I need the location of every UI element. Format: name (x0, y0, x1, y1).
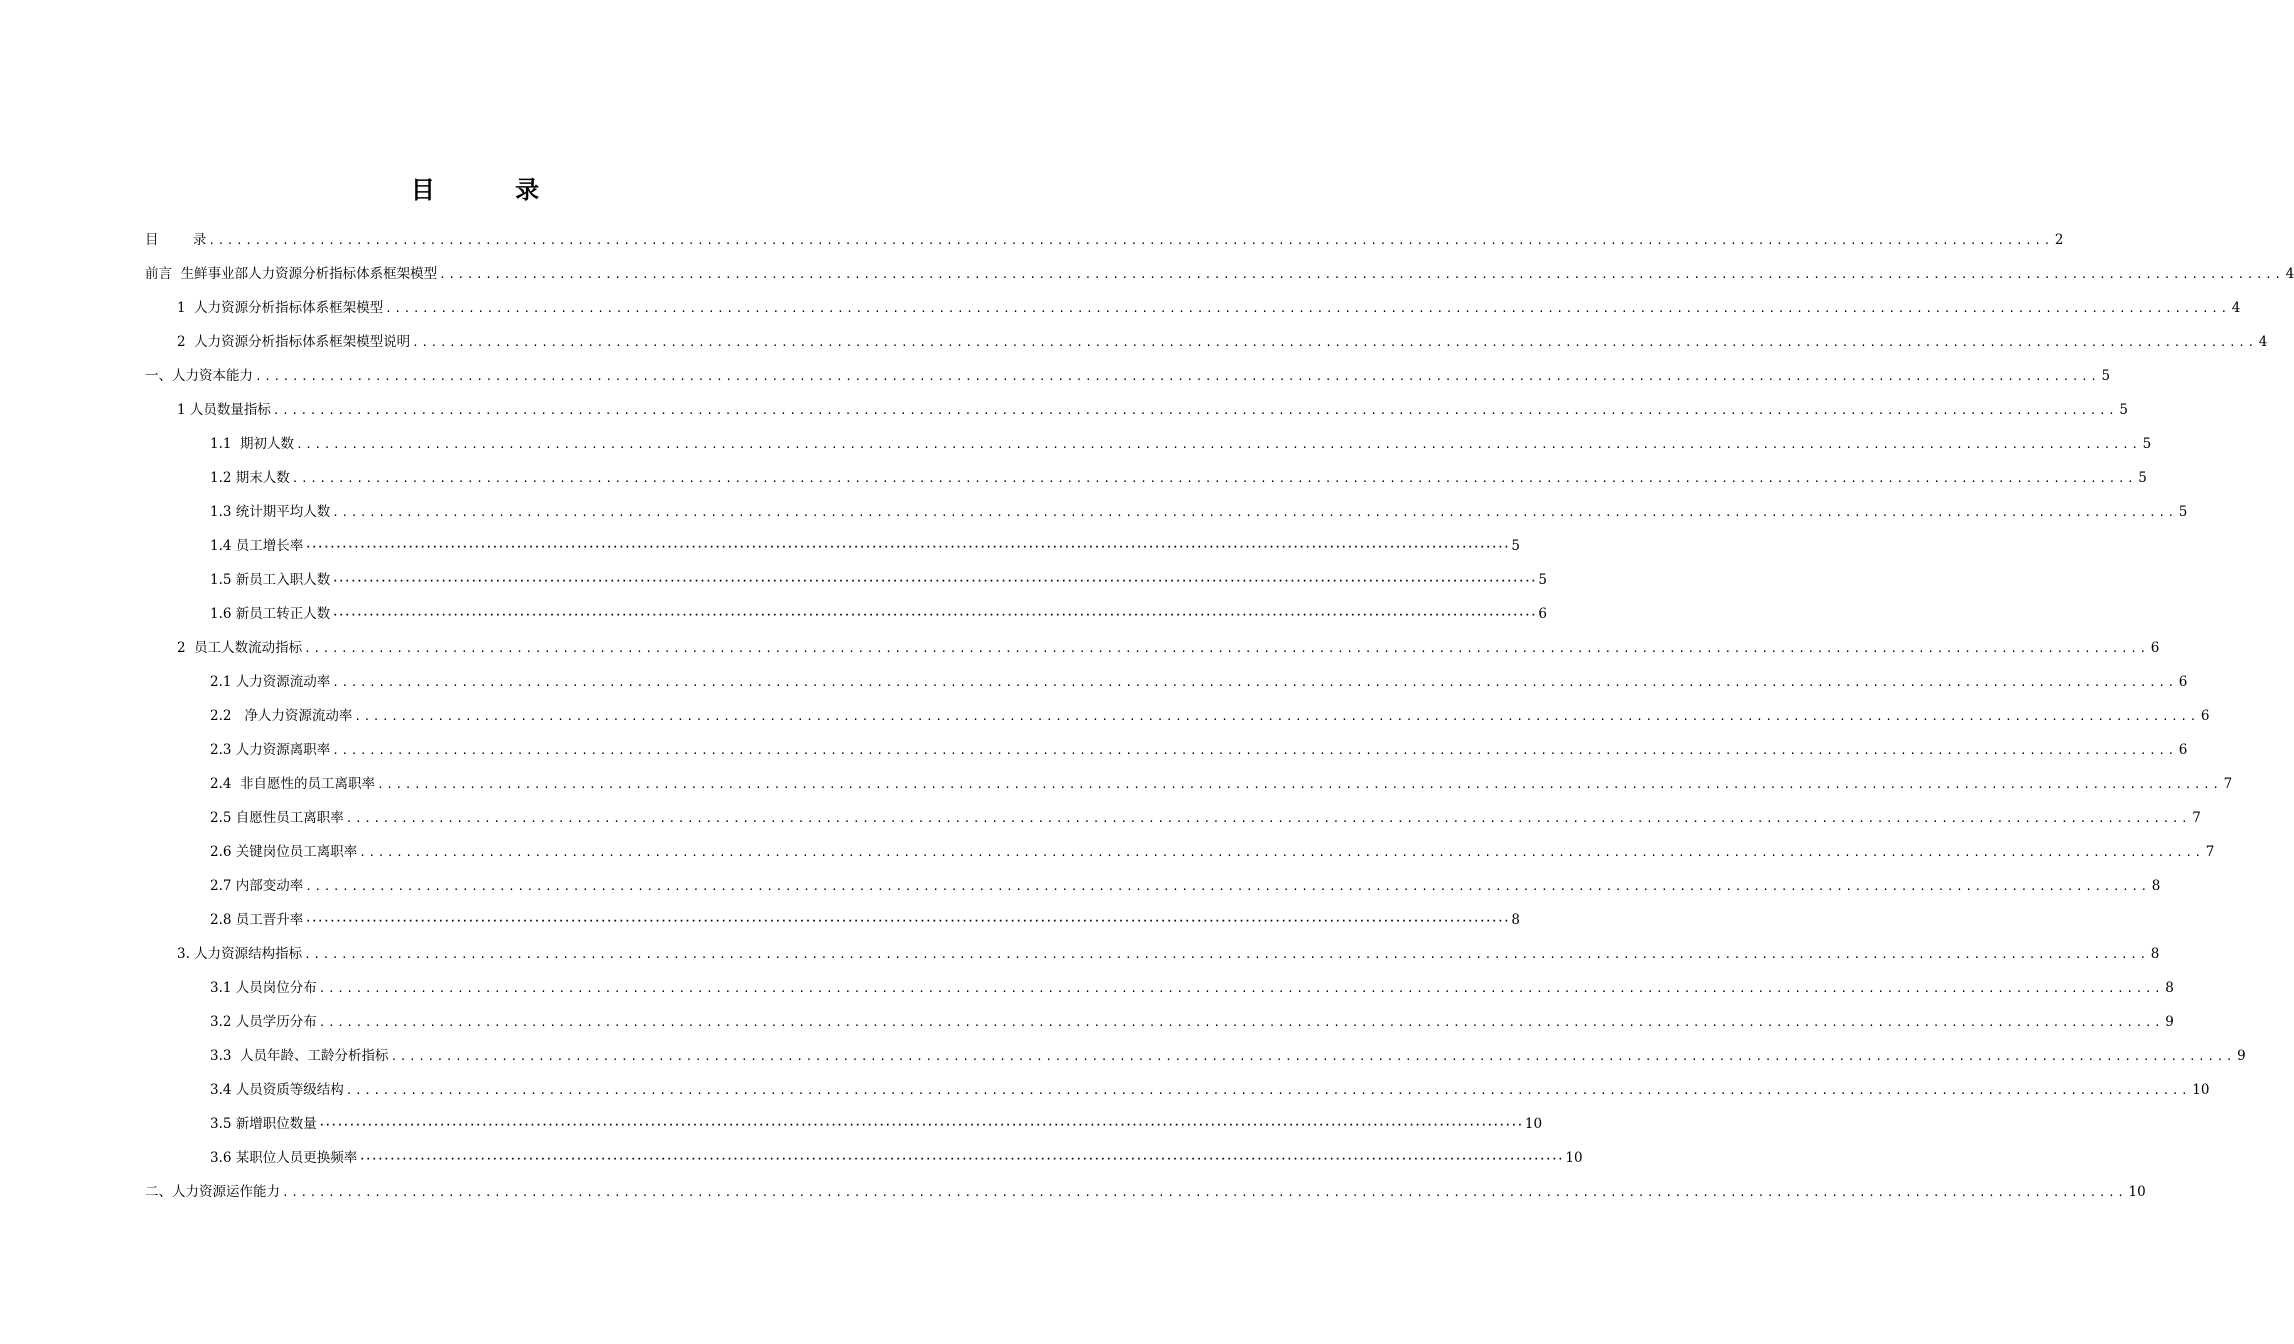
toc-entry-label: 3.2 人员学历分布 (210, 1014, 317, 1030)
toc-entry[interactable] (145, 398, 2128, 432)
toc-entry-page-number: 9 (2165, 1014, 2174, 1030)
toc-entry-page-number: 10 (2192, 1082, 2210, 1098)
toc-entry-page-number: 6 (2200, 708, 2210, 724)
toc-entry-page-number: 6 (2150, 640, 2160, 656)
toc-entry[interactable] (145, 772, 2233, 806)
toc-entry-label: 一、人力资本能力 (145, 368, 253, 384)
toc-entry-label: 1.1 期初人数 (210, 436, 295, 452)
toc-entry-label: 3.5 新增职位数量 (210, 1116, 317, 1132)
toc-dot-leader: ........................................................................................................................................................................................................ (255, 370, 2100, 383)
toc-entry-label: 2.8 员工晋升率 (210, 912, 304, 928)
toc-entry[interactable] (145, 840, 2215, 874)
toc-entry[interactable] (145, 1146, 1583, 1180)
toc-entry-label: 1 人力资源分析指标体系框架模型 (177, 300, 384, 316)
toc-entry-label: 2.5 自愿性员工离职率 (210, 810, 344, 826)
toc-entry-label: 二、人力资源运作能力 (145, 1184, 280, 1200)
page-title: 目 录 (410, 176, 576, 204)
toc-dot-leader: ........................................................................................................................................................................................................ (291, 472, 2137, 485)
toc-entry[interactable] (145, 432, 2152, 466)
toc-entry[interactable] (145, 534, 1520, 568)
toc-entry-page-number: 4 (2231, 300, 2241, 316)
toc-dot-leader: ········································································································································································································ (332, 576, 1537, 587)
toc-dot-leader: ········································································································································································································ (318, 1120, 1523, 1131)
toc-entry[interactable] (145, 500, 2188, 534)
toc-entry-page-number: 7 (2192, 810, 2201, 826)
toc-entry[interactable] (145, 738, 2188, 772)
toc-entry-label: 目 录 (145, 232, 207, 248)
toc-entry-page-number: 4 (2285, 266, 2294, 282)
toc-entry-page-number: 5 (2138, 470, 2147, 486)
toc-dot-leader: ········································································································································································································ (305, 916, 1510, 927)
toc-entry-label: 1.5 新员工入职人数 (210, 572, 331, 588)
toc-entry-label: 1 人员数量指标 (177, 402, 271, 418)
toc-entry-page-number: 5 (2178, 504, 2188, 520)
toc-entry-page-number: 5 (1511, 538, 1520, 554)
toc-entry-label: 3.3 人员年龄、工龄分析指标 (210, 1048, 389, 1064)
toc-entry-page-number: 9 (2237, 1048, 2246, 1064)
toc-entry[interactable] (145, 364, 2111, 398)
toc-dot-leader: ........................................................................................................................................................................................................ (439, 268, 2284, 281)
toc-dot-leader: ........................................................................................................................................................................................................ (305, 880, 2150, 893)
toc-entry-label: 1.2 期末人数 (210, 470, 290, 486)
toc-entry-label: 2.4 非自愿性的员工离职率 (210, 776, 376, 792)
toc-dot-leader: ........................................................................................................................................................................................................ (332, 744, 2177, 757)
toc-entry[interactable] (145, 874, 2161, 908)
toc-entry[interactable] (145, 330, 2268, 364)
toc-dot-leader: ........................................................................................................................................................................................................ (354, 710, 2199, 723)
toc-entry-label: 2 员工人数流动指标 (177, 640, 303, 656)
toc-entry[interactable] (145, 670, 2188, 704)
toc-dot-leader: ........................................................................................................................................................................................................ (412, 336, 2257, 349)
toc-entry-label: 1.4 员工增长率 (210, 538, 304, 554)
toc-dot-leader: ........................................................................................................................................................................................................ (318, 982, 2164, 995)
toc-entry[interactable] (145, 704, 2210, 738)
toc-entry-page-number: 6 (1538, 606, 1547, 622)
toc-dot-leader: ........................................................................................................................................................................................................ (208, 234, 2053, 247)
toc-dot-leader: ........................................................................................................................................................................................................ (318, 1016, 2164, 1029)
toc-entry[interactable] (145, 636, 2160, 670)
toc-dot-leader: ········································································································································································································ (359, 1154, 1564, 1165)
toc-entry-page-number: 8 (2165, 980, 2174, 996)
toc-dot-leader: ........................................................................................................................................................................................................ (304, 948, 2149, 961)
toc-entry[interactable] (145, 942, 2160, 976)
toc-entry-label: 前言 生鲜事业部人力资源分析指标体系框架模型 (145, 266, 438, 282)
toc-entry-label: 2 人力资源分析指标体系框架模型说明 (177, 334, 411, 350)
toc-entry-page-number: 6 (2178, 674, 2188, 690)
toc-entry-label: 2.2 净人力资源流动率 (210, 708, 353, 724)
toc-entry-label: 3.1 人员岗位分布 (210, 980, 317, 996)
toc-entry-page-number: 6 (2178, 742, 2188, 758)
toc-dot-leader: ........................................................................................................................................................................................................ (345, 812, 2191, 825)
toc-entry-page-number: 5 (2142, 436, 2152, 452)
toc-dot-leader: ········································································································································································································ (305, 542, 1510, 553)
toc-entry-page-number: 5 (2101, 368, 2111, 384)
toc-entry-page-number: 8 (2150, 946, 2160, 962)
toc-entry-page-number: 10 (2128, 1184, 2146, 1200)
toc-entry[interactable] (145, 1112, 1543, 1146)
toc-entry-page-number: 5 (1538, 572, 1547, 588)
toc-dot-leader: ........................................................................................................................................................................................................ (272, 404, 2118, 417)
toc-entry[interactable] (145, 1078, 2210, 1112)
toc-entry[interactable] (145, 1044, 2246, 1078)
toc-entry[interactable] (145, 806, 2201, 840)
toc-entry-page-number: 4 (2258, 334, 2268, 350)
toc-entry[interactable] (145, 908, 1520, 942)
toc-entry-page-number: 7 (2223, 776, 2233, 792)
toc-entry-page-number: 7 (2205, 844, 2215, 860)
toc-entry-label: 3.6 某职位人员更换频率 (210, 1150, 358, 1166)
toc-entry[interactable] (145, 228, 2064, 262)
toc-dot-leader: ........................................................................................................................................................................................................ (332, 676, 2177, 689)
toc-entry[interactable] (145, 466, 2147, 500)
toc-entry-page-number: 10 (1565, 1150, 1583, 1166)
toc-entry-label: 2.6 关键岗位员工离职率 (210, 844, 358, 860)
toc-entry[interactable] (145, 1180, 2146, 1214)
toc-entry-page-number: 8 (2151, 878, 2161, 894)
toc-dot-leader: ........................................................................................................................................................................................................ (282, 1186, 2127, 1199)
toc-dot-leader: ........................................................................................................................................................................................................ (304, 642, 2149, 655)
toc-entry-label: 3. 人力资源结构指标 (177, 946, 303, 962)
toc-dot-leader: ........................................................................................................................................................................................................ (345, 1084, 2191, 1097)
toc-dot-leader: ........................................................................................................................................................................................................ (377, 778, 2222, 791)
toc-entry-label: 2.1 人力资源流动率 (210, 674, 331, 690)
toc-entry-page-number: 5 (2119, 402, 2128, 418)
table-of-contents (145, 228, 2294, 1214)
toc-entry[interactable] (145, 568, 1547, 602)
toc-entry-label: 3.4 人员资质等级结构 (210, 1082, 344, 1098)
toc-entry-page-number: 2 (2054, 232, 2064, 248)
toc-entry[interactable] (145, 602, 1547, 636)
toc-entry[interactable] (145, 1010, 2174, 1044)
toc-entry[interactable] (145, 262, 2294, 296)
toc-entry-label: 2.7 内部变动率 (210, 878, 304, 894)
toc-entry[interactable] (145, 976, 2174, 1010)
toc-dot-leader: ........................................................................................................................................................................................................ (359, 846, 2204, 859)
toc-entry-label: 2.3 人力资源离职率 (210, 742, 331, 758)
toc-dot-leader: ........................................................................................................................................................................................................ (385, 302, 2230, 315)
toc-dot-leader: ········································································································································································································ (332, 610, 1537, 621)
toc-dot-leader: ........................................................................................................................................................................................................ (332, 506, 2177, 519)
toc-entry-page-number: 10 (1524, 1116, 1543, 1132)
toc-dot-leader: ........................................................................................................................................................................................................ (296, 438, 2141, 451)
toc-entry-label: 1.6 新员工转正人数 (210, 606, 331, 622)
toc-dot-leader: ........................................................................................................................................................................................................ (390, 1050, 2236, 1063)
toc-entry[interactable] (145, 296, 2241, 330)
toc-entry-label: 1.3 统计期平均人数 (210, 504, 331, 520)
toc-entry-page-number: 8 (1511, 912, 1520, 928)
